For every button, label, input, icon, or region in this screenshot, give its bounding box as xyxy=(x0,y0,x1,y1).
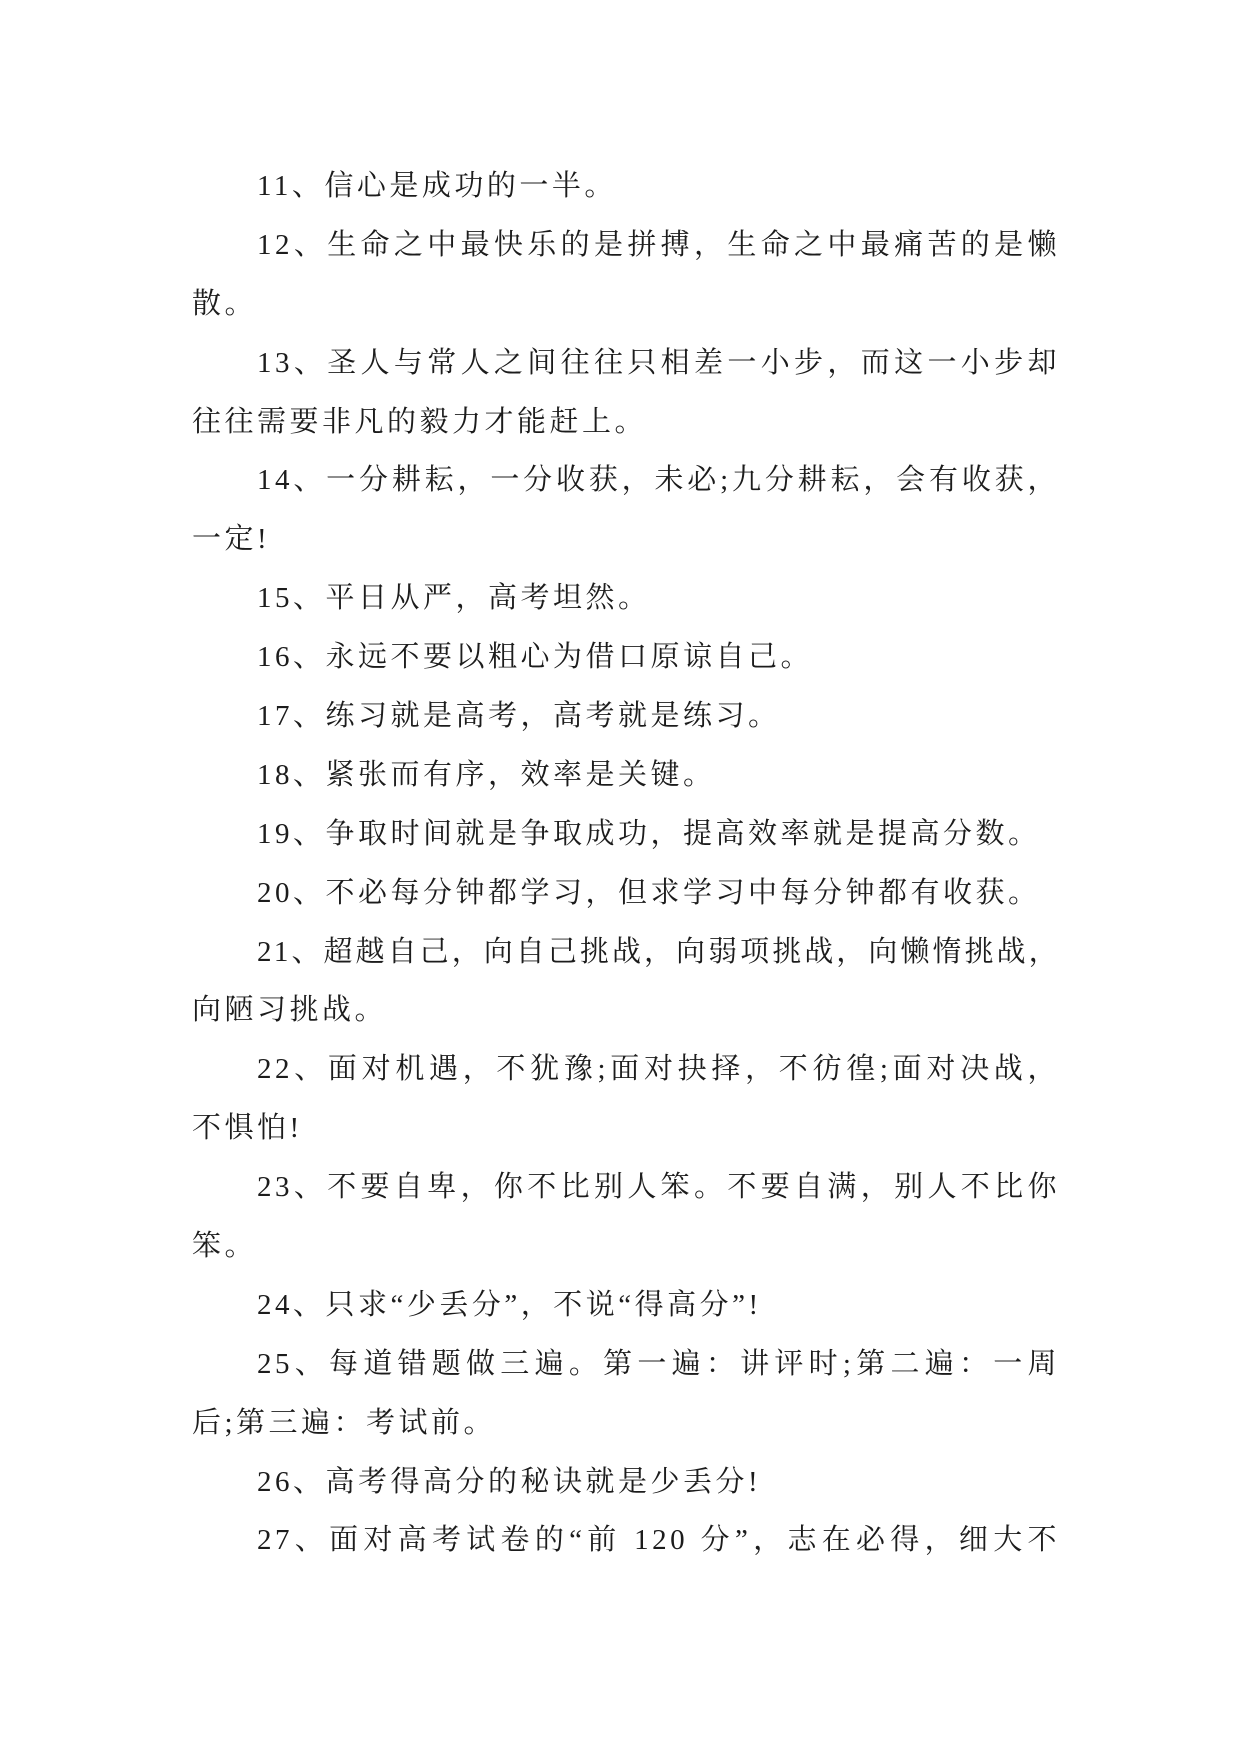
text-line: 后;第三遍：考试前。 xyxy=(192,1406,497,1439)
text-line: 17、练习就是高考，高考就是练习。 xyxy=(257,700,781,733)
text-line: 27、面对高考试卷的“前 120 分”，志在必得，细大不 xyxy=(257,1524,1060,1557)
text-line: 12、生命之中最快乐的是拼搏，生命之中最痛苦的是懒 xyxy=(257,228,1060,261)
text-line: 向陋习挑战。 xyxy=(192,994,388,1027)
text-line: 26、高考得高分的秘诀就是少丢分! xyxy=(257,1465,762,1498)
text-line: 往往需要非凡的毅力才能赶上。 xyxy=(192,405,648,438)
text-line: 一定! xyxy=(192,523,271,556)
paragraph-19 xyxy=(192,805,1060,864)
text-line: 24、只求“少丢分”，不说“得高分”! xyxy=(257,1288,762,1321)
paragraph-23 xyxy=(192,1158,1060,1276)
paragraph-11 xyxy=(192,157,1060,216)
paragraph-18 xyxy=(192,746,1060,805)
text-line: 不惧怕! xyxy=(192,1112,303,1145)
text-line: 16、永远不要以粗心为借口原谅自己。 xyxy=(257,641,814,674)
text-line: 18、紧张而有序，效率是关键。 xyxy=(257,758,716,791)
text-line: 11、信心是成功的一半。 xyxy=(257,170,617,202)
paragraph-14 xyxy=(192,451,1060,569)
text-line: 笨。 xyxy=(192,1230,258,1263)
paragraph-16 xyxy=(192,628,1060,687)
text-line: 23、不要自卑，你不比别人笨。不要自满，别人不比你 xyxy=(257,1171,1060,1204)
paragraph-12 xyxy=(192,216,1060,334)
paragraph-22 xyxy=(192,1040,1060,1158)
document-body xyxy=(192,157,1060,1570)
text-line: 15、平日从严，高考坦然。 xyxy=(257,582,651,615)
text-line: 20、不必每分钟都学习，但求学习中每分钟都有收获。 xyxy=(257,876,1041,909)
paragraph-17 xyxy=(192,687,1060,746)
text-line: 25、每道错题做三遍。第一遍：讲评时;第二遍：一周 xyxy=(257,1347,1060,1380)
text-line: 22、面对机遇，不犹豫;面对抉择，不彷徨;面对决战， xyxy=(257,1053,1060,1086)
paragraph-27 xyxy=(192,1511,1060,1570)
paragraph-15 xyxy=(192,569,1060,628)
paragraph-21 xyxy=(192,923,1060,1041)
paragraph-20 xyxy=(192,864,1060,923)
text-line: 19、争取时间就是争取成功，提高效率就是提高分数。 xyxy=(257,817,1041,850)
text-line: 13、圣人与常人之间往往只相差一小步，而这一小步却 xyxy=(257,346,1060,379)
paragraph-26 xyxy=(192,1453,1060,1512)
paragraph-25 xyxy=(192,1335,1060,1453)
text-line: 21、超越自己，向自己挑战，向弱项挑战，向懒惰挑战， xyxy=(257,935,1060,968)
text-line: 14、一分耕耘，一分收获，未必;九分耕耘，会有收获， xyxy=(257,464,1060,497)
paragraph-13 xyxy=(192,334,1060,452)
text-line: 散。 xyxy=(192,287,258,320)
paragraph-24 xyxy=(192,1276,1060,1335)
